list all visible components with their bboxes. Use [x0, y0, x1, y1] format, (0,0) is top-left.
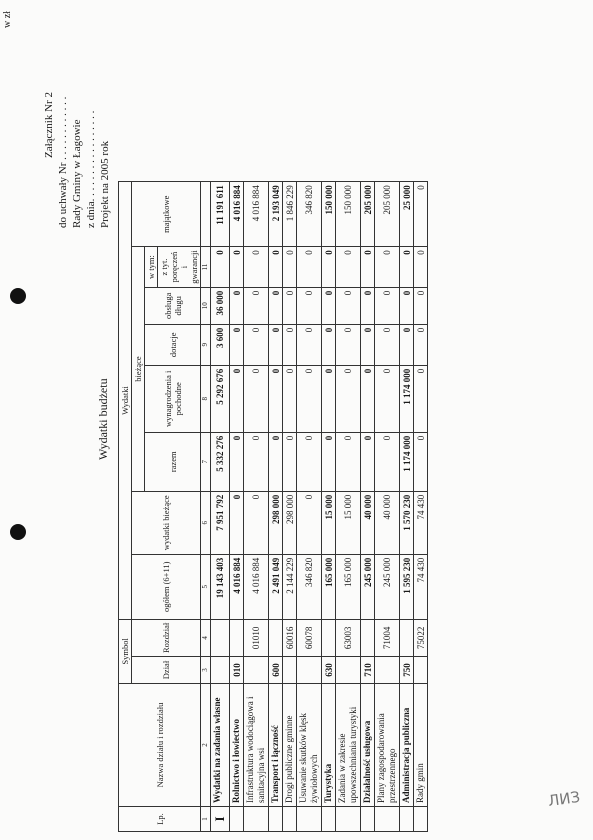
- cell-name: Administracja publiczna: [400, 684, 414, 807]
- cell-obsluga: 0: [297, 287, 322, 324]
- cell-biezace: 40 000: [361, 491, 375, 554]
- cell-ogolem: 165 000: [336, 554, 361, 619]
- cell-name: Drogi publiczne gminne: [283, 684, 297, 807]
- cell-poreczenia: 0: [375, 247, 400, 288]
- cell-biezace: 298 000: [283, 491, 297, 554]
- annex-label: Załącznik Nr 2: [43, 92, 55, 158]
- cell-dzial: [297, 657, 322, 684]
- cell-obsluga: 0: [269, 287, 283, 324]
- cell-biezace: 0: [297, 491, 322, 554]
- table-row: [400, 182, 414, 832]
- cell-rozdzial: 60078: [297, 619, 322, 656]
- cell-dzial: 600: [269, 657, 283, 684]
- table-row: [414, 182, 428, 832]
- cell-majatkowe: 25 000: [400, 182, 414, 247]
- col-symbol: Symbol: [119, 619, 132, 683]
- cell-obsluga: 0: [322, 287, 336, 324]
- cell-dotacje: 0: [269, 324, 283, 365]
- handwritten-note: ЛИЗ: [546, 787, 582, 811]
- table-row: [375, 182, 400, 832]
- cell-ogolem: 245 000: [375, 554, 400, 619]
- cell-biezace: 0: [244, 491, 269, 554]
- cell-name: Plany zagospodarowania przestrzennego: [375, 684, 400, 807]
- cell-wynagrodzenia: 0: [375, 365, 400, 432]
- col-obsluga: obsługa długu: [145, 287, 201, 324]
- row-lp: [414, 807, 428, 832]
- annex-header: [42, 28, 112, 228]
- cell-majatkowe: 2 193 049: [269, 182, 283, 247]
- col-lp: Lp.: [119, 807, 201, 832]
- table-row: [361, 182, 375, 832]
- cell-dotacje: 0: [361, 324, 375, 365]
- cell-wynagrodzenia: 0: [361, 365, 375, 432]
- row-lp: [283, 807, 297, 832]
- col-biezace: wydatki bieżące: [132, 491, 201, 554]
- col-razem: razem: [145, 432, 201, 491]
- cell-rozdzial: [400, 619, 414, 656]
- cell-rozdzial: 63003: [336, 619, 361, 656]
- cell-ogolem: 4 016 884: [230, 554, 244, 619]
- cell-name: Turystyka: [322, 684, 336, 807]
- section-dotacje: 3 600: [211, 324, 230, 365]
- col-rozdzial: Rozdział: [132, 619, 201, 656]
- cell-majatkowe: 205 000: [361, 182, 375, 247]
- cell-dzial: 750: [400, 657, 414, 684]
- row-lp: [230, 807, 244, 832]
- cell-wynagrodzenia: 0: [297, 365, 322, 432]
- col-wtym: w tym:: [145, 247, 158, 288]
- column-number: 10: [201, 287, 211, 324]
- cell-name: Transport i łączność: [269, 684, 283, 807]
- row-lp: [400, 807, 414, 832]
- cell-majatkowe: 4 016 884: [230, 182, 244, 247]
- col-dotacje: dotacje: [145, 324, 201, 365]
- table-row: [244, 182, 269, 832]
- cell-rozdzial: [361, 619, 375, 656]
- cell-name: Rady gmin: [414, 684, 428, 807]
- cell-ogolem: 2 491 049: [269, 554, 283, 619]
- cell-wynagrodzenia: 0: [322, 365, 336, 432]
- cell-biezace: 15 000: [322, 491, 336, 554]
- cell-majatkowe: 0: [414, 182, 428, 247]
- cell-dzial: [244, 657, 269, 684]
- cell-poreczenia: 0: [361, 247, 375, 288]
- cell-obsluga: 0: [375, 287, 400, 324]
- cell-wynagrodzenia: 0: [283, 365, 297, 432]
- row-lp: [244, 807, 269, 832]
- column-number: 1: [201, 807, 211, 832]
- row-lp: [297, 807, 322, 832]
- col-dzial: Dział: [132, 657, 201, 684]
- cell-rozdzial: [322, 619, 336, 656]
- table-row: [336, 182, 361, 832]
- cell-razem: 0: [361, 432, 375, 491]
- cell-poreczenia: 0: [297, 247, 322, 288]
- cell-razem: 0: [414, 432, 428, 491]
- cell-poreczenia: 0: [336, 247, 361, 288]
- col-majatkowe: majątkowe: [132, 182, 201, 247]
- cell-ogolem: 1 595 230: [400, 554, 414, 619]
- cell-dotacje: 0: [244, 324, 269, 365]
- cell-dotacje: 0: [322, 324, 336, 365]
- section-wynagrodzenia: 5 292 676: [211, 365, 230, 432]
- table-row: [230, 182, 244, 832]
- col-ogolem: ogółem (6+11): [132, 554, 201, 619]
- col-wynagrodzenia: wynagrodzenia i pochodne: [145, 365, 201, 432]
- cell-biezace: 15 000: [336, 491, 361, 554]
- column-number: 9: [201, 324, 211, 365]
- cell-dotacje: 0: [230, 324, 244, 365]
- cell-poreczenia: 0: [244, 247, 269, 288]
- cell-razem: 0: [322, 432, 336, 491]
- cell-wynagrodzenia: 0: [269, 365, 283, 432]
- cell-wynagrodzenia: 1 174 000: [400, 365, 414, 432]
- cell-majatkowe: 1 846 229: [283, 182, 297, 247]
- cell-name: Rolnictwo i łowiectwo: [230, 684, 244, 807]
- resolution-line: do uchwały Nr . . . . . . . . . . . .: [57, 96, 69, 228]
- column-number: 2: [201, 684, 211, 807]
- cell-poreczenia: 0: [230, 247, 244, 288]
- cell-dzial: [375, 657, 400, 684]
- column-number: 3: [201, 657, 211, 684]
- cell-rozdzial: [230, 619, 244, 656]
- cell-razem: 0: [375, 432, 400, 491]
- cell-obsluga: 0: [230, 287, 244, 324]
- cell-wynagrodzenia: 0: [230, 365, 244, 432]
- column-number: 11: [201, 247, 211, 288]
- col-wydatki: Wydatki: [119, 182, 132, 620]
- cell-rozdzial: 60016: [283, 619, 297, 656]
- cell-majatkowe: 4 016 884: [244, 182, 269, 247]
- row-lp: [375, 807, 400, 832]
- cell-ogolem: 4 016 884: [244, 554, 269, 619]
- cell-poreczenia: 0: [283, 247, 297, 288]
- cell-majatkowe: 346 820: [297, 182, 322, 247]
- cell-rozdzial: 01010: [244, 619, 269, 656]
- cell-razem: 0: [244, 432, 269, 491]
- section-majatkowe: 11 191 611: [211, 182, 230, 247]
- section-rozdzial: [211, 619, 230, 656]
- cell-obsluga: 0: [244, 287, 269, 324]
- cell-dzial: 630: [322, 657, 336, 684]
- column-number: 4: [201, 619, 211, 656]
- row-lp: [269, 807, 283, 832]
- council-line: Rady Gminy w Łagowie: [71, 119, 83, 228]
- column-number-row: [201, 182, 211, 832]
- cell-name: Zadania w zakresie upowszechniania turystyki: [336, 684, 361, 807]
- col-poreczenia: z tyt. poręczeń i gwarancji: [158, 247, 201, 288]
- cell-ogolem: 245 000: [361, 554, 375, 619]
- cell-poreczenia: 0: [400, 247, 414, 288]
- cell-dotacje: 0: [400, 324, 414, 365]
- cell-majatkowe: 150 000: [336, 182, 361, 247]
- section-ogolem: 19 143 403: [211, 554, 230, 619]
- section-lp: I: [211, 807, 230, 832]
- cell-dzial: [336, 657, 361, 684]
- cell-dotacje: 0: [336, 324, 361, 365]
- cell-biezace: 0: [230, 491, 244, 554]
- budget-table: [118, 181, 428, 832]
- cell-rozdzial: 75022: [414, 619, 428, 656]
- row-lp: [322, 807, 336, 832]
- date-line: z dnia. . . . . . . . . . . . . . . . .: [85, 110, 97, 228]
- column-number: 7: [201, 432, 211, 491]
- cell-razem: 0: [283, 432, 297, 491]
- cell-razem: 0: [297, 432, 322, 491]
- cell-biezace: 298 000: [269, 491, 283, 554]
- cell-majatkowe: 205 000: [375, 182, 400, 247]
- row-lp: [361, 807, 375, 832]
- cell-ogolem: 2 144 229: [283, 554, 297, 619]
- section-razem: 5 332 276: [211, 432, 230, 491]
- table-row: [297, 182, 322, 832]
- cell-majatkowe: 150 000: [322, 182, 336, 247]
- page-title: Wydatki budżetu: [96, 378, 110, 460]
- cell-poreczenia: 0: [414, 247, 428, 288]
- cell-ogolem: 165 000: [322, 554, 336, 619]
- cell-razem: 0: [230, 432, 244, 491]
- cell-poreczenia: 0: [322, 247, 336, 288]
- cell-name: Usuwanie skutków klęsk żywiołowych: [297, 684, 322, 807]
- cell-razem: 0: [336, 432, 361, 491]
- cell-poreczenia: 0: [269, 247, 283, 288]
- col-biezace-group: bieżące: [132, 247, 145, 492]
- table-row: [269, 182, 283, 832]
- cell-dotacje: 0: [414, 324, 428, 365]
- project-line: Projekt na 2005 rok: [99, 140, 111, 228]
- section-dzial: [211, 657, 230, 684]
- cell-biezace: 40 000: [375, 491, 400, 554]
- cell-wynagrodzenia: 0: [244, 365, 269, 432]
- table-row: [322, 182, 336, 832]
- section-row: [211, 182, 230, 832]
- cell-biezace: 1 570 230: [400, 491, 414, 554]
- cell-dzial: 010: [230, 657, 244, 684]
- cell-rozdzial: 71004: [375, 619, 400, 656]
- column-number: 5: [201, 554, 211, 619]
- table-row: [283, 182, 297, 832]
- section-biezace: 7 951 792: [211, 491, 230, 554]
- cell-dzial: [283, 657, 297, 684]
- column-number-spare: [201, 182, 211, 247]
- column-number: 8: [201, 365, 211, 432]
- cell-obsluga: 0: [283, 287, 297, 324]
- column-number: 6: [201, 491, 211, 554]
- cell-dzial: [414, 657, 428, 684]
- cell-name: Działalność usługowa: [361, 684, 375, 807]
- cell-wynagrodzenia: 0: [336, 365, 361, 432]
- cell-obsluga: 0: [336, 287, 361, 324]
- unit-label: w zł: [2, 11, 13, 28]
- cell-obsluga: 0: [414, 287, 428, 324]
- cell-dotacje: 0: [297, 324, 322, 365]
- cell-biezace: 74 430: [414, 491, 428, 554]
- cell-name: Infrastruktura wodociągowa i sanitacyjna wsi: [244, 684, 269, 807]
- section-obsluga: 36 000: [211, 287, 230, 324]
- cell-ogolem: 74 430: [414, 554, 428, 619]
- cell-razem: 0: [269, 432, 283, 491]
- cell-dzial: 710: [361, 657, 375, 684]
- cell-rozdzial: [269, 619, 283, 656]
- section-poreczenia: 0: [211, 247, 230, 288]
- col-name: Nazwa działu i rozdziału: [119, 684, 201, 807]
- cell-obsluga: 0: [400, 287, 414, 324]
- cell-ogolem: 346 820: [297, 554, 322, 619]
- cell-dotacje: 0: [283, 324, 297, 365]
- section-name: Wydatki na zadania własne: [211, 684, 230, 807]
- cell-obsluga: 0: [361, 287, 375, 324]
- cell-dotacje: 0: [375, 324, 400, 365]
- row-lp: [336, 807, 361, 832]
- cell-wynagrodzenia: 0: [414, 365, 428, 432]
- cell-razem: 1 174 000: [400, 432, 414, 491]
